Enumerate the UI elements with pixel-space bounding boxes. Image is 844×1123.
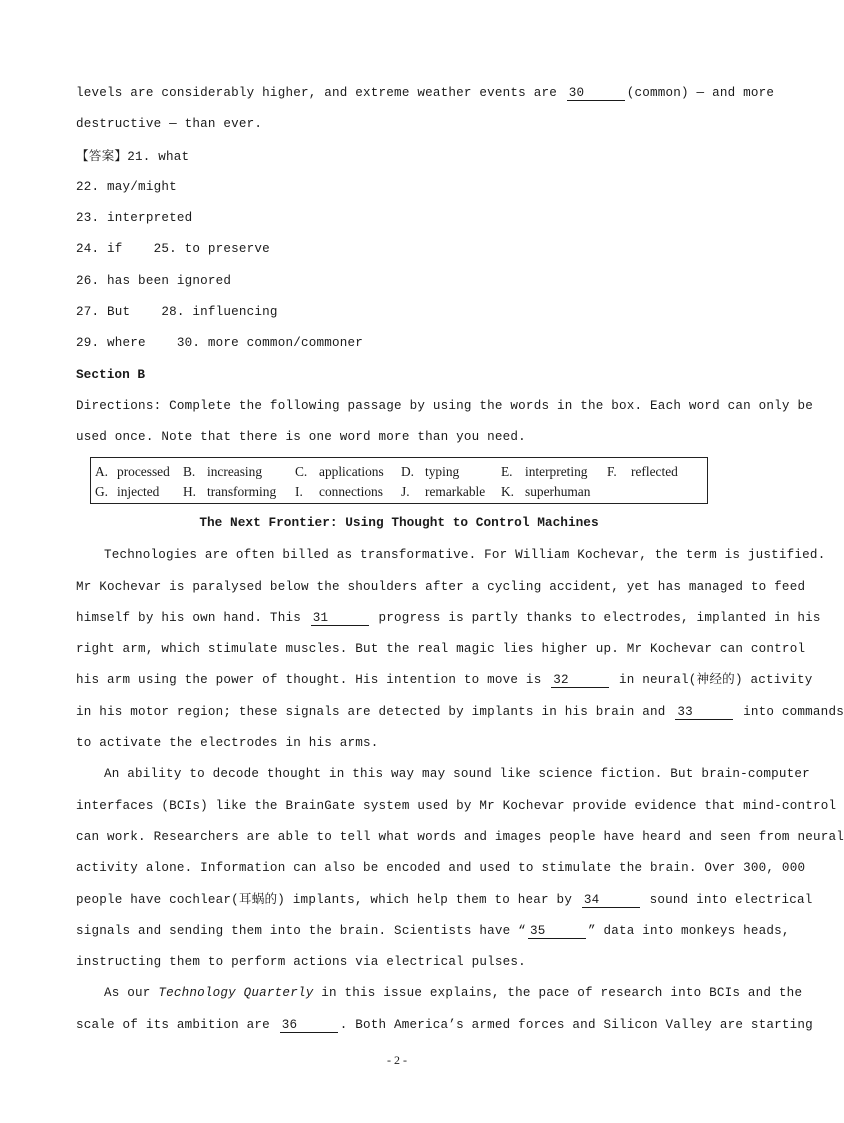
blank-34: 34: [582, 893, 640, 908]
text: in this issue explains, the pace of research into BCIs and the: [321, 986, 803, 1001]
option-word: interpreting: [525, 464, 588, 480]
passage-line: instructing them to perform actions via electrical pulses.: [76, 955, 526, 970]
passage-line: [76, 667, 813, 698]
word-box: [90, 457, 708, 504]
text: himself by his own hand. This: [76, 610, 301, 625]
intro-line-1: [76, 80, 775, 111]
blank-35: 35: [528, 924, 586, 939]
passage-line: [76, 918, 790, 949]
passage-line: right arm, which stimulate muscles. But the real magic lies higher up. Mr Kochevar can control: [76, 642, 806, 657]
option-word: typing: [425, 464, 460, 480]
page-number: - 2 -: [387, 1053, 407, 1067]
word-box-row: [95, 482, 703, 502]
option-letter: J.: [401, 483, 410, 499]
text: people have cochlear(耳蜗的) implants, which help them to hear by: [76, 892, 573, 907]
option-letter: E.: [501, 464, 513, 480]
answer-item: 27. But 28. influencing: [76, 305, 278, 320]
text: his arm using the power of thought. His intention to move is: [76, 673, 542, 688]
blank-30: 30: [567, 86, 625, 101]
passage-line: [76, 980, 803, 1011]
blank-31: 31: [311, 611, 369, 626]
option-word: reflected: [631, 464, 678, 480]
passage-line: activity alone. Information can also be encoded and used to stimulate the brain. Over 300, 000: [76, 861, 806, 876]
option-word: injected: [117, 483, 160, 499]
answer-item: 29. where 30. more common/commoner: [76, 336, 364, 351]
text: into commands: [743, 704, 844, 719]
text: scale of its ambition are: [76, 1017, 270, 1032]
option-word: transforming: [207, 483, 277, 499]
answer-item: 21. what: [127, 149, 190, 164]
option-letter: A.: [95, 464, 109, 480]
option-word: superhuman: [525, 483, 591, 499]
blank-36: 36: [280, 1018, 338, 1033]
text: ” data into monkeys heads,: [587, 923, 790, 938]
document-page: [76, 80, 844, 1043]
blank-32: 32: [551, 673, 609, 688]
passage-title: The Next Frontier: Using Thought to Control Machines: [199, 515, 599, 531]
italic-text: Technology Quarterly: [158, 986, 314, 1001]
option-word: remarkable: [425, 483, 486, 499]
text: levels are considerably higher, and extreme weather events are: [76, 86, 557, 100]
passage-line: [76, 605, 821, 636]
passage-line: Mr Kochevar is paralysed below the shoulders after a cycling accident, yet has managed to feed: [76, 579, 806, 594]
intro-line-2: destructive — than ever.: [76, 117, 263, 132]
option-letter: D.: [401, 464, 415, 480]
option-word: connections: [319, 483, 383, 499]
text: (common) — and more: [626, 86, 775, 100]
text: in neural(神经的) activity: [618, 673, 813, 688]
passage-line: to activate the electrodes in his arms.: [76, 736, 379, 751]
passage-line: [76, 699, 844, 730]
text: . Both America’s armed forces and Silicon Valley are starting: [339, 1017, 813, 1032]
answer-item: 23. interpreted: [76, 211, 193, 226]
answer-label: 【答案】: [76, 147, 128, 163]
option-letter: H.: [183, 483, 197, 499]
text: As our: [104, 986, 151, 1001]
passage-line: [76, 887, 813, 918]
answer-item: 24. if 25. to preserve: [76, 242, 270, 257]
option-letter: K.: [501, 483, 515, 499]
text: in his motor region; these signals are detected by implants in his brain and: [76, 704, 666, 719]
option-word: applications: [319, 464, 384, 480]
answer-item: 22. may/might: [76, 179, 177, 194]
passage-line: An ability to decode thought in this way may sound like science fiction. But brain-computer: [104, 767, 810, 782]
directions-line-1: Directions: Complete the following passage by using the words in the box. Each word can only be: [76, 398, 813, 413]
blank-33: 33: [675, 705, 733, 720]
option-letter: I.: [295, 483, 303, 499]
passage-line: Technologies are often billed as transformative. For William Kochevar, the term is justified.: [104, 548, 826, 563]
option-word: processed: [117, 464, 170, 480]
option-letter: C.: [295, 464, 308, 480]
text: sound into electrical: [649, 892, 813, 907]
section-heading: Section B: [76, 366, 146, 382]
text: signals and sending them into the brain. Scientists have “: [76, 923, 526, 938]
option-letter: G.: [95, 483, 109, 499]
option-word: increasing: [207, 464, 263, 480]
answer-item: 26. has been ignored: [76, 273, 232, 288]
option-letter: B.: [183, 464, 196, 480]
directions-line-2: used once. Note that there is one word more than you need.: [76, 430, 526, 445]
answer-line-0: [76, 143, 722, 174]
passage-line: can work. Researchers are able to tell what words and images people have heard and seen from neural: [76, 829, 844, 844]
option-letter: F.: [607, 464, 617, 480]
passage-line: [76, 1012, 813, 1043]
text: progress is partly thanks to electrodes, implanted in his: [378, 610, 821, 625]
passage-line: interfaces (BCIs) like the BrainGate system used by Mr Kochevar provide evidence that mind-control: [76, 798, 837, 813]
word-box-row: [95, 462, 703, 482]
